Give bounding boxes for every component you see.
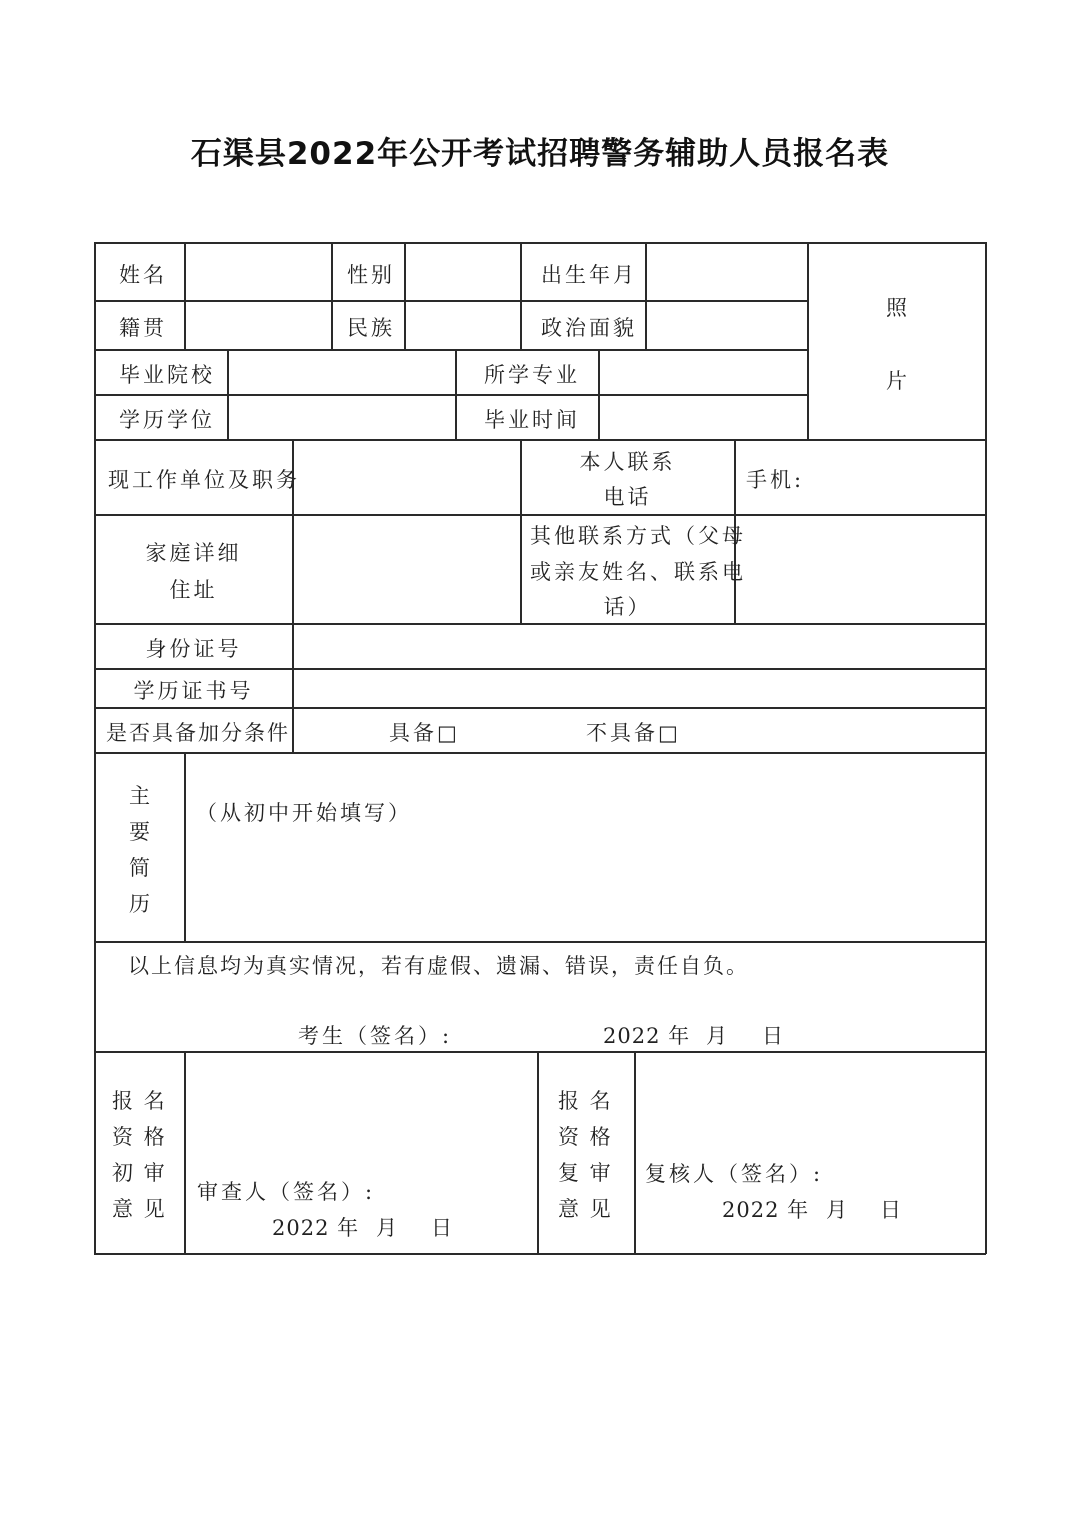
table-line — [94, 752, 986, 754]
gender-field[interactable] — [406, 244, 519, 299]
label-home-1: 家庭详细 — [145, 541, 242, 565]
candidate-signature-label: 考生（签名）: — [298, 1024, 453, 1048]
review1-label-4: 意 见 — [112, 1197, 167, 1221]
review2-date-day: 日 — [880, 1198, 904, 1222]
birth-field[interactable] — [647, 244, 806, 299]
degree-field[interactable] — [229, 396, 454, 438]
review1-label-3: 初 审 — [112, 1161, 167, 1185]
home-address-field[interactable] — [294, 516, 519, 622]
review1-date-year: 2022 年 — [272, 1216, 360, 1240]
review1-date-month: 月 — [376, 1216, 400, 1240]
table-line — [331, 242, 333, 350]
candidate-date-day: 日 — [762, 1024, 786, 1048]
option-has-not[interactable]: 不具备□ — [586, 721, 681, 745]
id-number-field[interactable] — [294, 625, 984, 667]
review1-date-day: 日 — [431, 1216, 455, 1240]
label-resume-3: 简 — [129, 856, 153, 880]
label-birth: 出生年月 — [541, 263, 637, 287]
label-political: 政治面貌 — [541, 316, 637, 340]
other-contact-field[interactable] — [736, 516, 984, 622]
native-place-field[interactable] — [186, 302, 330, 348]
label-gender: 性别 — [347, 263, 395, 287]
review2-label-1: 报 名 — [558, 1089, 613, 1113]
photo-label-2: 片 — [886, 369, 910, 393]
photo-label-1: 照 — [886, 296, 910, 320]
reviewer-opinion-field[interactable] — [186, 1053, 536, 1173]
declaration-text: 以上信息均为真实情况，若有虚假、遗漏、错误，责任自负。 — [128, 954, 749, 978]
label-grad-time: 毕业时间 — [484, 408, 580, 432]
review2-label-2: 资 格 — [558, 1125, 613, 1149]
label-resume-1: 主 — [129, 784, 153, 808]
table-line — [985, 242, 987, 1254]
review2-date-year: 2022 年 — [722, 1198, 810, 1222]
table-line — [520, 242, 522, 350]
ethnicity-field[interactable] — [406, 302, 519, 348]
table-line — [537, 1051, 539, 1254]
review2-label-4: 意 见 — [558, 1197, 613, 1221]
review1-label-1: 报 名 — [112, 1089, 167, 1113]
table-line — [94, 1253, 986, 1255]
label-major: 所学专业 — [484, 363, 580, 387]
label-id-number: 身份证号 — [145, 637, 242, 661]
review2-label-3: 复 审 — [558, 1161, 613, 1185]
table-line — [455, 349, 457, 440]
label-ethnicity: 民族 — [347, 316, 395, 340]
label-home-2: 住址 — [169, 578, 218, 602]
table-line — [94, 941, 986, 943]
label-degree: 学历学位 — [119, 408, 215, 432]
review2-date-month: 月 — [826, 1198, 850, 1222]
table-line — [94, 707, 986, 709]
label-contact-2: 电话 — [603, 485, 652, 509]
label-native-place: 籍贯 — [119, 316, 167, 340]
candidate-signature-field[interactable] — [440, 1018, 590, 1048]
table-line — [807, 242, 809, 440]
diploma-no-field[interactable] — [294, 670, 984, 706]
table-line — [94, 242, 96, 1254]
label-diploma-no: 学历证书号 — [133, 679, 254, 703]
label-contact-1: 本人联系 — [579, 450, 676, 474]
label-resume-4: 历 — [129, 892, 153, 916]
mobile-field[interactable] — [800, 441, 984, 513]
candidate-date-year: 2022 年 — [603, 1024, 691, 1048]
label-work-unit: 现工作单位及职务 — [108, 468, 300, 492]
form-title: 石渠县2022年公开考试招聘警务辅助人员报名表 — [190, 136, 890, 172]
label-other-contact-1: 其他联系方式（父母 — [530, 524, 746, 548]
label-other-contact-3: 话） — [603, 595, 652, 619]
rechecker-signature-label: 复核人（签名）: — [645, 1162, 824, 1186]
candidate-date-month: 月 — [706, 1024, 730, 1048]
name-field[interactable] — [186, 244, 330, 299]
review1-label-2: 资 格 — [112, 1125, 167, 1149]
work-unit-field[interactable] — [294, 441, 519, 513]
resume-hint: （从初中开始填写） — [196, 801, 412, 825]
label-resume-2: 要 — [129, 820, 153, 844]
political-field[interactable] — [647, 302, 806, 348]
major-field[interactable] — [600, 351, 806, 393]
resume-field[interactable] — [186, 830, 984, 940]
label-other-contact-2: 或亲友姓名、联系电 — [530, 560, 746, 584]
option-has[interactable]: 具备□ — [389, 721, 460, 745]
label-school: 毕业院校 — [119, 363, 215, 387]
label-bonus: 是否具备加分条件 — [106, 721, 290, 745]
school-field[interactable] — [229, 351, 454, 393]
label-name: 姓名 — [119, 263, 167, 287]
label-mobile: 手机: — [746, 468, 805, 492]
rechecker-opinion-field[interactable] — [636, 1053, 984, 1153]
grad-time-field[interactable] — [600, 396, 806, 438]
reviewer-signature-label: 审查人（签名）: — [197, 1180, 376, 1204]
